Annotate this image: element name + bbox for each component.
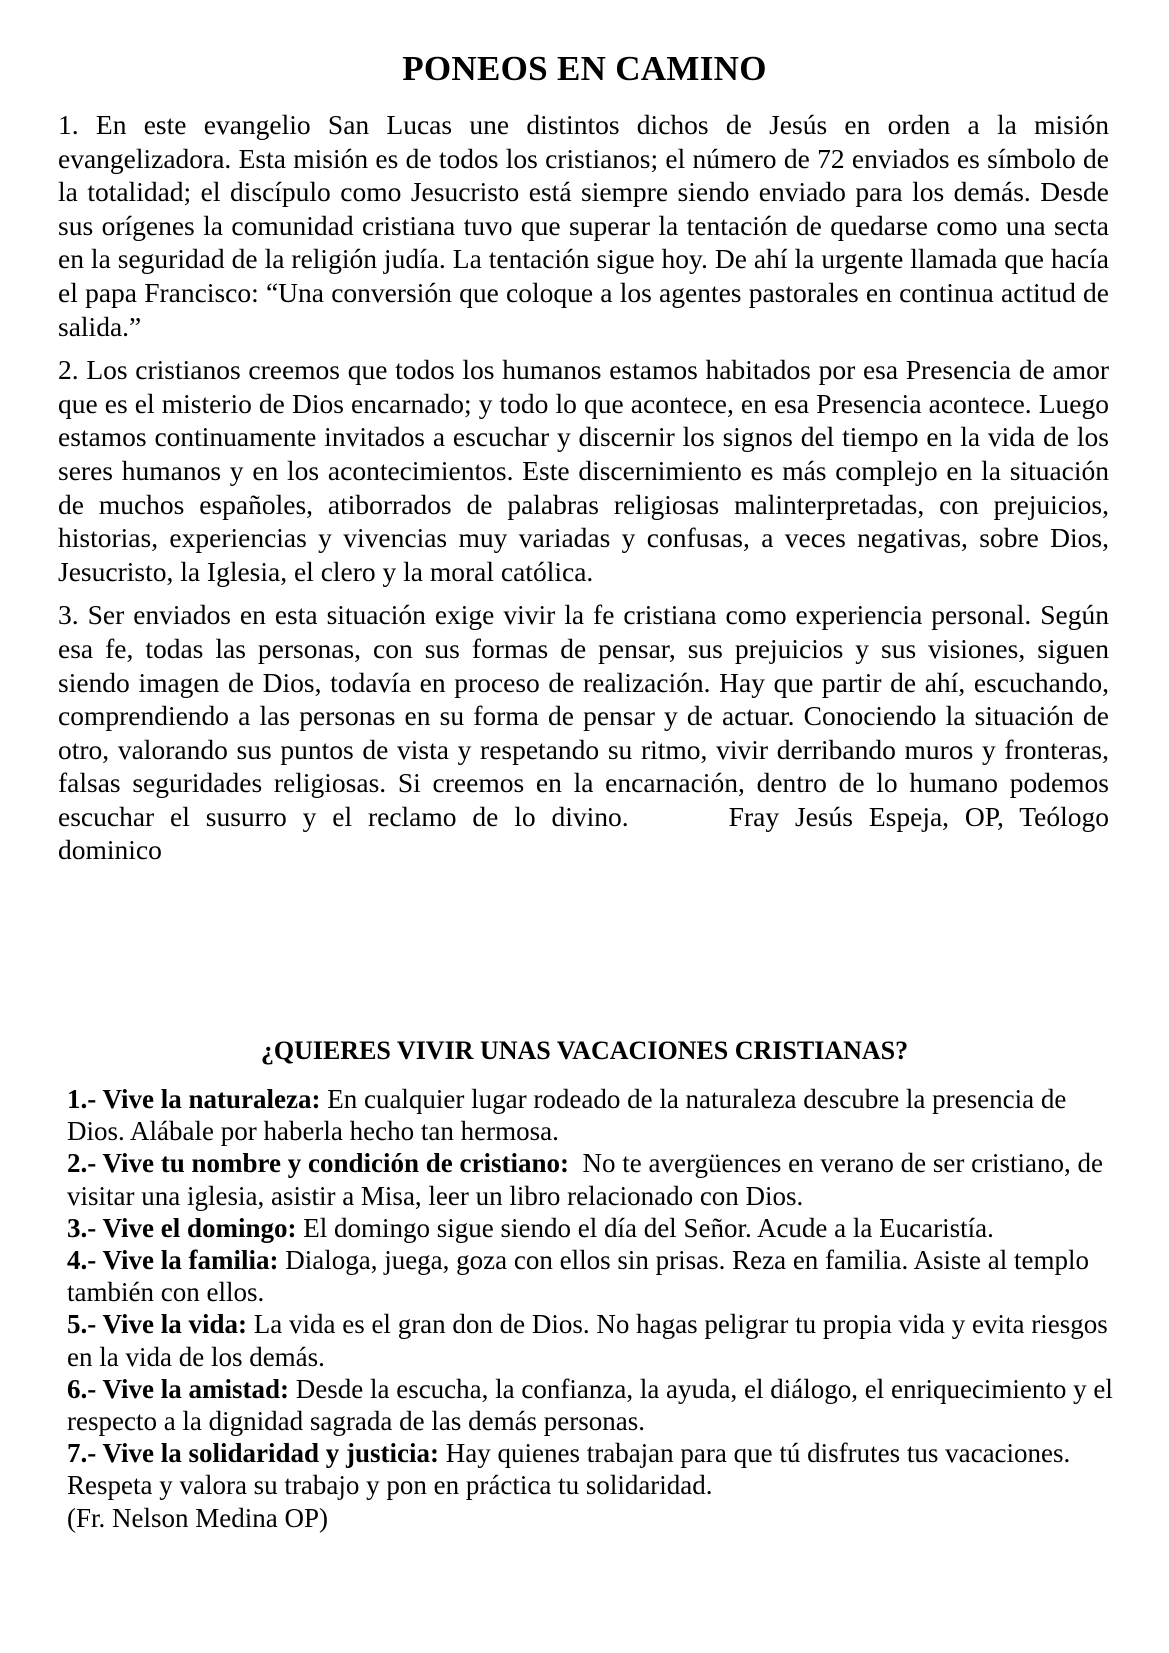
item-text: En cualquier lugar rodeado de la naturaleza descubre la presencia de Dios. Alábale por haberla hecho tan hermosa. <box>67 1084 1074 1147</box>
paragraph-2: 2. Los cristianos creemos que todos los humanos estamos habitados por esa Presencia de amor que es el misterio de Dios encarnado; y todo lo que acontece, en esa Presencia acontece. Luego estamos continuamente invitados a escuchar y discernir los signos del tiempo en la vida de los seres humanos y en los acontecimientos. Este discernimiento es más complejo en la situación de muchos españoles, atiborrados de palabras religiosas malinterpretadas, con prejuicios, historias, experiencias y vivencias muy variadas y confusas, a veces negativas, sobre Dios, Jesucristo, la Iglesia, el clero y la moral católica. <box>58 354 1109 587</box>
item-label: 4.- Vive la familia: <box>67 1245 279 1276</box>
item-label: 2.- Vive tu nombre y condición de cristiano: <box>67 1148 569 1179</box>
item-text: La vida es el gran don de Dios. No hagas peligrar tu propia vida y evita riesgos en la vida de los demás. <box>67 1309 1115 1372</box>
list-item <box>67 1308 1127 1372</box>
item-label: 3.- Vive el domingo: <box>67 1212 297 1243</box>
list-item <box>67 1373 1127 1437</box>
item-text: Desde la escucha, la confianza, la ayuda, el diálogo, el enriquecimiento y el respecto a la dignidad sagrada de las demás personas. <box>67 1373 1120 1437</box>
item-label: 5.- Vive la vida: <box>67 1309 247 1340</box>
item-text: Dialoga, juega, goza con ellos sin prisas. Reza en familia. Asiste al templo también con ellos. <box>67 1245 1096 1308</box>
item-text: No te avergüences en verano de ser cristiano, de visitar una iglesia, asistir a Misa, leer un libro relacionado con Dios. <box>67 1148 1110 1211</box>
list-item <box>67 1244 1127 1308</box>
list-item <box>67 1437 1127 1501</box>
item-label: 7.- Vive la solidaridad y justicia: <box>67 1438 440 1469</box>
item-text: El domingo sigue siendo el día del Señor. Acude a la Eucaristía. <box>296 1212 994 1243</box>
item-label: 6.- Vive la amistad: <box>67 1373 289 1404</box>
section-title: ¿QUIERES VIVIR UNAS VACACIONES CRISTIANAS? <box>260 1036 909 1065</box>
credit-line: (Fr. Nelson Medina OP) <box>67 1502 328 1533</box>
page-title: PONEOS EN CAMINO <box>402 49 767 88</box>
list-item <box>67 1083 1127 1147</box>
paragraph-3-text: 3. Ser enviados en esta situación exige vivir la fe cristiana como experiencia personal. Según esa fe, todas las personas, con sus formas de pensar, sus prejuicios y sus visiones, siguen siendo imagen de Dios, todavía en proceso de realización. Hay que partir de ahí, escuchando, comprendiendo a las personas en su forma de pensar y de actuar. Conociendo la situación de otro, valorando sus puntos de vista y respetando su ritmo, vivir derribando muros y fronteras, falsas seguridades religiosas. Si creemos en la encarnación, dentro de lo humano podemos escuchar el susurro y el reclamo de lo divino. <box>58 599 1109 832</box>
list-item <box>67 1212 1127 1244</box>
item-label: 1.- Vive la naturaleza: <box>67 1084 321 1114</box>
paragraph-3 <box>58 598 1109 867</box>
vacation-list <box>67 1083 1127 1534</box>
author-signature: Fray Jesús Espeja, OP, Teólogo dominico <box>58 800 1110 866</box>
paragraph-1: 1. En este evangelio San Lucas une distintos dichos de Jesús en orden a la misión evangelizadora. Esta misión es de todos los cristianos; el número de 72 enviados es símbolo de la totalidad; el discípulo como Jesucristo está siempre siendo enviado para los demás. Desde sus orígenes la comunidad cristiana tuvo que superar la tentación de quedarse como una secta en la seguridad de la religión judía. La tentación sigue hoy. De ahí la urgente llamada que hacía el papa Francisco: “Una conversión que coloque a los agentes pastorales en continua actitud de salida.” <box>58 109 1109 342</box>
list-item <box>67 1147 1127 1211</box>
item-text: Hay quienes trabajan para que tú disfrutes tus vacaciones. Respeta y valora su trabajo y pon en práctica tu solidaridad. <box>67 1438 1078 1501</box>
reflection-section <box>58 108 1109 877</box>
